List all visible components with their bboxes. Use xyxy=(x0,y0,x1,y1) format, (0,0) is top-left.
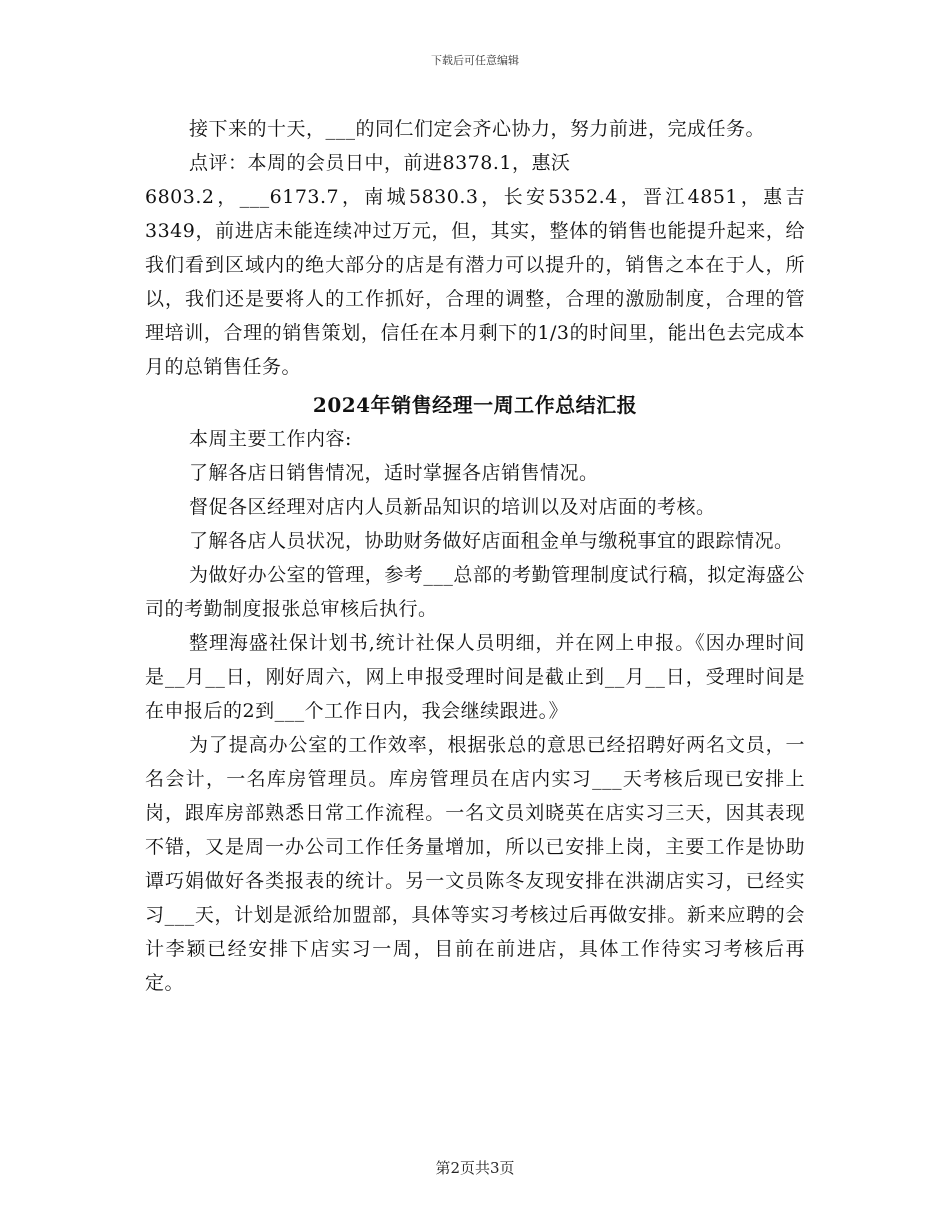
page-footer: 第2页共3页 xyxy=(435,1159,515,1177)
page-header: 下载后可任意编辑 xyxy=(431,54,519,67)
paragraph: 为了提高办公室的工作效率，根据张总的意思已经招聘好两名文员，一名会计，一名库房管理员。库房管理员在店内实习___天考核后现已安排上岗，跟库房部熟悉日常工作流程。一名文员刘晓英在店实习三天，因其表现不错，又是周一办公司工作任务量增加，所以已安排上岗，主要工作是协助谭巧娟做好各类报表的统计。另一文员陈冬友现安排在洪湖店实习，已经实习___天，计划是派给加盟部，具体等实习考核过后再做安排。新来应聘的会计李颖已经安排下店实习一周，目前在前进店，具体工作待实习考核后再定。 xyxy=(145,734,805,994)
paragraph: 了解各店日销售情况，适时掌握各店销售情况。 xyxy=(189,462,599,484)
paragraph: 了解各店人员状况，协助财务做好店面租金单与缴税事宜的跟踪情况。 xyxy=(189,530,794,552)
paragraph: 点评：本周的会员日中，前进8378.1，惠沃 xyxy=(189,152,571,174)
paragraph: 6803.2，___6173.7，南城5830.3，长安5352.4，晋江4851，惠吉3349，前进店未能连续冲过万元，但，其实，整体的销售也能提升起来，给我们看到区域内的绝大部分的店是有潜力可以提升的，销售之本在于人，所以，我们还是要将人的工作抓好，合理的调整，合理的激励制度，合理的管理培训，合理的销售策划，信任在本月剩下的1/3的时间里，能出色去完成本月的总销售任务。 xyxy=(145,186,805,378)
document-body xyxy=(145,112,805,1000)
paragraph: 接下来的十天，___的同仁们定会齐心协力，努力前进，完成任务。 xyxy=(189,118,766,140)
paragraph: 督促各区经理对店内人员新品知识的培训以及对店面的考核。 xyxy=(189,496,716,518)
paragraph: 为做好办公室的管理，参考___总部的考勤管理制度试行稿，拟定海盛公司的考勤制度报张总审核后执行。 xyxy=(145,564,805,620)
section-title: 2024年销售经理一周工作总结汇报 xyxy=(312,393,638,417)
paragraph: 整理海盛社保计划书,统计社保人员明细，并在网上申报。《因办理时间是__月__日，刚好周六，网上申报受理时间是截止到__月__日，受理时间是在申报后的2到___个工作日内，我会继续跟进。》 xyxy=(145,632,805,722)
paragraph: 本周主要工作内容: xyxy=(189,428,352,450)
